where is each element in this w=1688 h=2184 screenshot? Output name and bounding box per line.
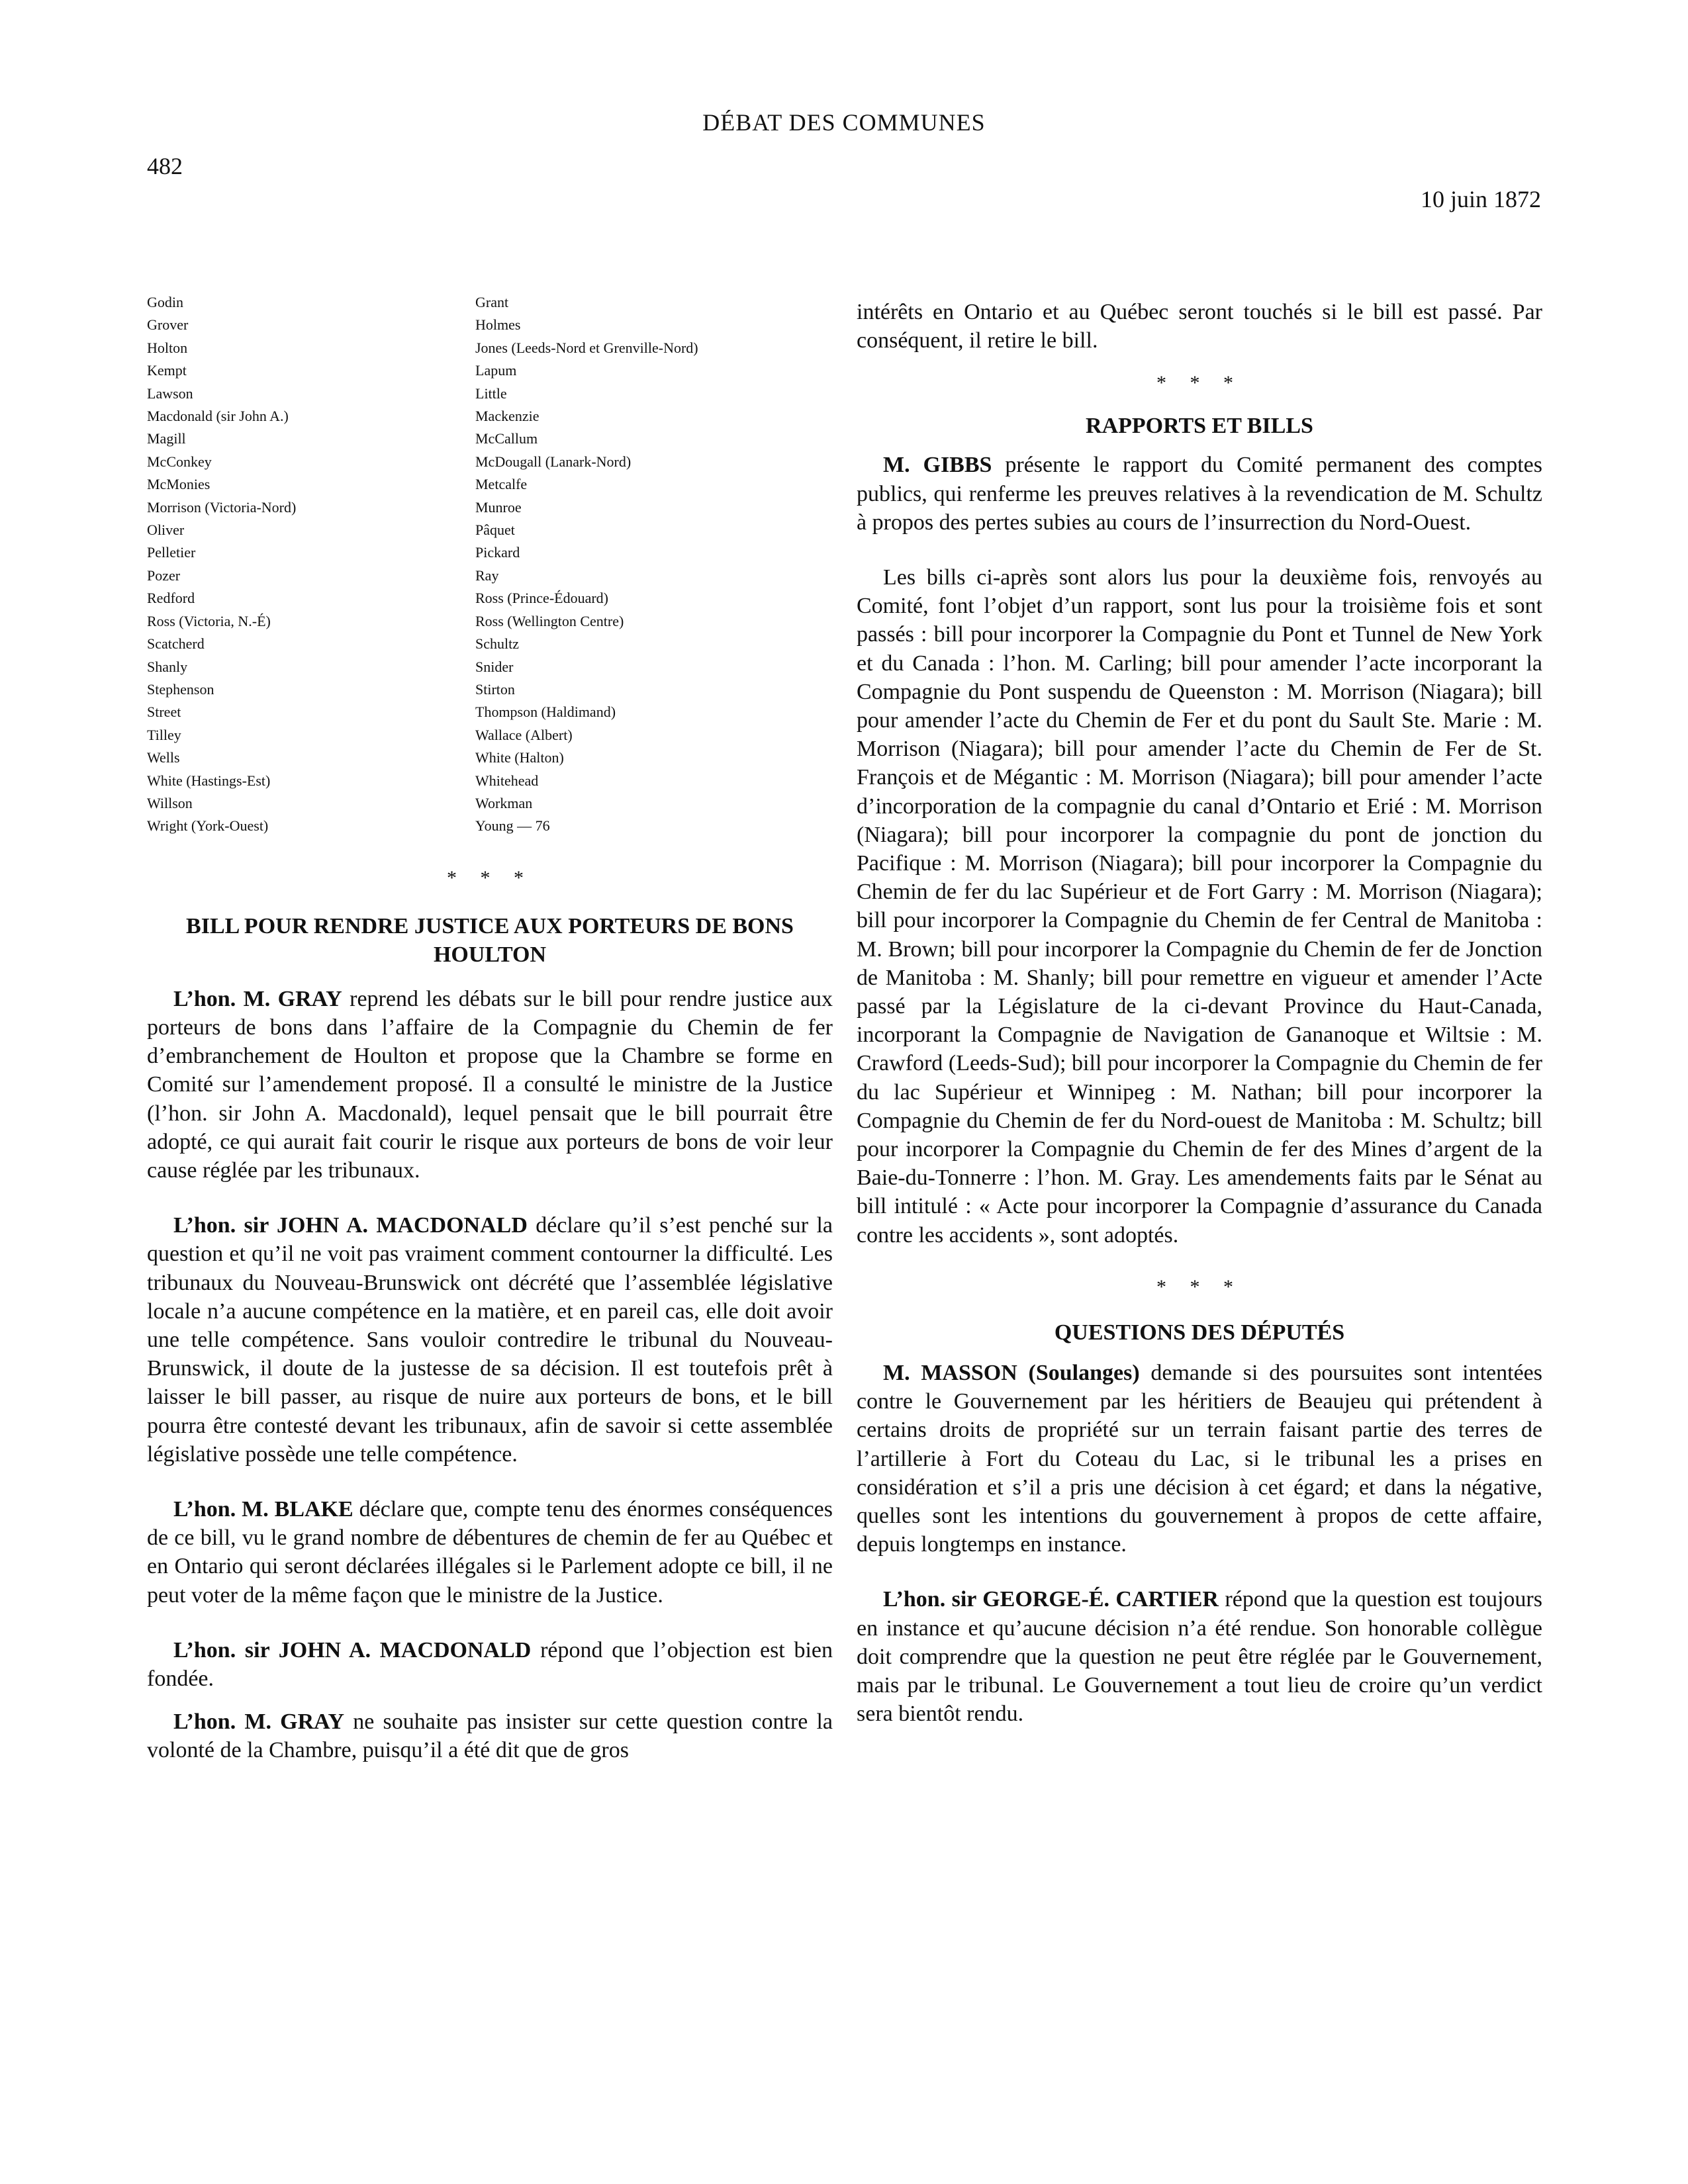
vote-name: Wells: [147, 749, 180, 766]
vote-name: Ross (Prince-Édouard): [475, 590, 609, 607]
vote-name: Metcalfe: [475, 476, 528, 493]
vote-name: Grover: [147, 316, 189, 334]
vote-list: [147, 291, 833, 838]
vote-name: McMonies: [147, 476, 211, 493]
vote-name: Pozer: [147, 567, 181, 584]
vote-name: Godin: [147, 294, 183, 310]
vote-name: McCallum: [475, 430, 538, 447]
vote-name: Wallace (Albert): [475, 726, 573, 743]
vote-name: Mackenzie: [475, 408, 539, 425]
vote-name: Macdonald (sir John A.): [147, 408, 289, 425]
vote-name: Grant: [475, 294, 509, 310]
paragraph: [147, 985, 833, 1185]
paragraph-bills: Les bills ci-après sont alors lus pour la deuxième fois, renvoyés au Comité, font l’objet d’un rapport, sont lus pour la troisième fois et sont passés : bill pour incorporer la Compagnie du Pont et Tunnel de New York et du Canada : l’hon. M. Carling; bill pour amender l’acte incorporant la Compagnie du Pont suspendu de Queenston : M. Morrison (Niagara); bill pour amender l’acte du Chemin de Fer et du pont du Sault Ste. Marie : M. Morrison (Niagara); bill pour amender l’acte du Chemin de Fer de St. François et de Mégantic : M. Morrison (Niagara); bill pour amender l’acte d’incorporation de la compagnie du canal d’Ontario et Erié : M. Morrison (Niagara); bill pour incorporer la compagnie du pont de jonction du Pacifique : M. Morrison (Niagara); bill pour incorporer la Compagnie du Chemin de fer du lac Supérieur et de Fort Garry : M. Morrison (Niagara); bill pour incorporer la Compagnie du Chemin de fer Central de Manitoba : M. Brown; bill pour incorporer la Compagnie du Chemin de fer de Jonction de Manitoba : M. Shanly; bill pour remettre en vigueur et amender l’Acte passé par la Législature de la ci-devant Province du Haut-Canada, incorporant la Compagnie de Navigation de Gananoque et Wiltsie : M. Crawford (Leeds-Sud); bill pour incorporer la Compagnie du Chemin de fer du lac Supérieur et Winnipeg : M. Nathan; bill pour incorporer la Compagnie du Chemin de fer du Nord-ouest de Manitoba : M. Schultz; bill pour incorporer la Compagnie du Chemin de fer des Mines d’argent de la Baie-du-Tonnerre : l’hon. M. Gray. Les amendements faits par le Sénat au bill intitulé : « Acte pour incorporer la Compagnie d’assurance du Canada contre les accidents », sont adoptés.: [857, 565, 1542, 1248]
speaker-name: L’hon. M. GRAY: [173, 1709, 345, 1735]
paragraph-text: ne souhaite pas insister sur cette question contre la volonté de la Chambre, puisqu’il a été dit que de gros: [147, 1709, 833, 1763]
vote-list-right: [475, 291, 820, 838]
paragraph-text: déclare que, compte tenu des énormes conséquences de ce bill, vu le grand nombre de débentures de chemin de fer au Québec et en Ontario qui seront déclarées illégales si le Parlement adopte ce bill, il ne peut voter de la même façon que le ministre de la Justice.: [147, 1497, 833, 1608]
section-heading-houlton: BILL POUR RENDRE JUSTICE AUX PORTEURS DE BONS HOULTON: [186, 913, 794, 967]
vote-name: Stephenson: [147, 680, 214, 698]
speaker-name: M. GIBBS: [883, 453, 992, 478]
paragraph-text: répond que l’objection est bien fondée.: [147, 1637, 833, 1692]
section-separator: * * *: [447, 866, 533, 889]
vote-name: Lapum: [475, 362, 517, 379]
page-number: 482: [147, 153, 183, 179]
speaker-name: L’hon. M. GRAY: [173, 986, 342, 1011]
vote-name: Oliver: [147, 522, 185, 539]
vote-name: McConkey: [147, 453, 212, 470]
vote-name: Ray: [475, 567, 499, 584]
vote-list-left: [147, 291, 475, 838]
paragraph: [857, 451, 1542, 537]
vote-name: Ross (Wellington Centre): [475, 612, 624, 629]
speaker-name: L’hon. sir GEORGE-É. CARTIER: [883, 1587, 1219, 1612]
vote-name: Pickard: [475, 544, 520, 561]
vote-name: Pâquet: [475, 522, 515, 539]
vote-name: Kempt: [147, 362, 187, 379]
vote-name: Jones (Leeds-Nord et Grenville-Nord): [475, 339, 698, 356]
vote-name: White (Halton): [475, 749, 564, 766]
vote-name: Snider: [475, 658, 514, 675]
section-heading-rapports: RAPPORTS ET BILLS: [1086, 414, 1313, 439]
paragraph-text: demande si des poursuites sont intentées contre le Gouvernement par les héritiers de Beaujeu qui prétendent à certains droits de propriété sur un terrain faisant partie des terres de l’artillerie à Fort du Coteau du Lac, si le tribunal les a prises en considération et s’il a pris une décision à cet égard; et dans la négative, quelles sont les intentions du gouvernement à propos de cette affaire, depuis longtemps en instance.: [857, 1360, 1542, 1557]
paragraph-text: reprend les débats sur le bill pour rendre justice aux porteurs de bons dans l’affaire de la Compagnie du Chemin de fer d’embranchement de Houlton et propose que la Chambre se forme en Comité sur l’amendement proposé. Il a consulté le ministre de la Justice (l’hon. sir John A. Macdonald), lequel pensait que le bill pourrait être adopté, ce qui aurait fait courir le risque aux porteurs de bons de voir leur cause réglée par les tribunaux.: [147, 986, 833, 1183]
paragraph-continuation: intérêts en Ontario et au Québec seront touchés si le bill est passé. Par conséquent, il retire le bill.: [857, 300, 1542, 353]
vote-name: Willson: [147, 794, 193, 811]
page-date: 10 juin 1872: [1420, 186, 1541, 212]
vote-name: Little: [475, 385, 507, 402]
speaker-name: M. MASSON (Soulanges): [883, 1360, 1140, 1385]
section-separator: * * *: [1156, 372, 1243, 394]
paragraph: [147, 1707, 833, 1764]
vote-name: Holton: [147, 339, 188, 356]
vote-name: Young — 76: [475, 817, 550, 835]
vote-name: Morrison (Victoria-Nord): [147, 498, 297, 516]
section-heading-questions: QUESTIONS DES DÉPUTÉS: [1054, 1320, 1345, 1345]
running-title: DÉBAT DES COMMUNES: [702, 109, 986, 136]
speaker-name: L’hon. sir JOHN A. MACDONALD: [173, 1213, 528, 1238]
vote-name: Ross (Victoria, N.-É): [147, 612, 271, 629]
vote-name: Tilley: [147, 726, 181, 743]
left-column: [147, 291, 833, 1765]
paragraph: [147, 1211, 833, 1469]
vote-name: Redford: [147, 590, 195, 607]
vote-name: Thompson (Haldimand): [475, 704, 616, 721]
paragraph: [857, 1585, 1542, 1728]
paragraph-text: présente le rapport du Comité permanent des comptes publics, qui renferme les preuves relatives à la revendication de M. Schultz à propos des pertes subies au cours de l’insurrection du Nord-Ouest.: [857, 453, 1542, 535]
paragraph: [857, 1359, 1542, 1559]
vote-name: Scatcherd: [147, 635, 205, 653]
paragraph-text: répond que la question est toujours en instance et qu’aucune décision n’a été rendue. Son honorable collègue doit comprendre que la question ne peut être réglée par le Gouvernement, mais par le tribunal. Le Gouvernement a tout lieu de croire qu’un verdict sera bientôt rendu.: [857, 1587, 1542, 1727]
vote-name: Whitehead: [475, 772, 539, 789]
vote-name: Workman: [475, 794, 533, 811]
vote-name: Holmes: [475, 316, 521, 334]
vote-name: Street: [147, 704, 181, 721]
paragraph-text: déclare qu’il s’est penché sur la question et qu’il ne voit pas vraiment comment contourner la difficulté. Les tribunaux du Nouveau-Brunswick ont décrété que l’assemblée législative locale n’a aucune compétence en la matière, et en pareil cas, elle doit avoir une telle compétence. Sans vouloir contredire le tribunal du Nouveau-Brunswick, il doute de la justesse de sa décision. Il est toutefois prêt à laisser le bill passer, au risque de nuire aux porteurs de bons, et le bill pourra être contesté devant les tribunaux, afin de savoir si cette assemblée législative possède une telle compétence.: [147, 1213, 833, 1467]
speaker-name: L’hon. M. BLAKE: [173, 1497, 353, 1522]
vote-name: Wright (York-Ouest): [147, 817, 269, 835]
section-separator: * * *: [1156, 1275, 1243, 1298]
vote-name: McDougall (Lanark-Nord): [475, 453, 632, 470]
vote-name: Schultz: [475, 635, 519, 653]
vote-name: White (Hastings-Est): [147, 772, 271, 789]
vote-name: Munroe: [475, 498, 522, 516]
vote-name: Pelletier: [147, 544, 196, 561]
paragraph: [147, 1636, 833, 1693]
vote-name: Shanly: [147, 658, 188, 675]
speaker-name: L’hon. sir JOHN A. MACDONALD: [173, 1637, 532, 1662]
vote-name: Magill: [147, 430, 186, 447]
right-column: [857, 298, 1542, 1728]
vote-name: Stirton: [475, 680, 515, 698]
vote-name: Lawson: [147, 385, 193, 402]
paragraph: [147, 1495, 833, 1610]
